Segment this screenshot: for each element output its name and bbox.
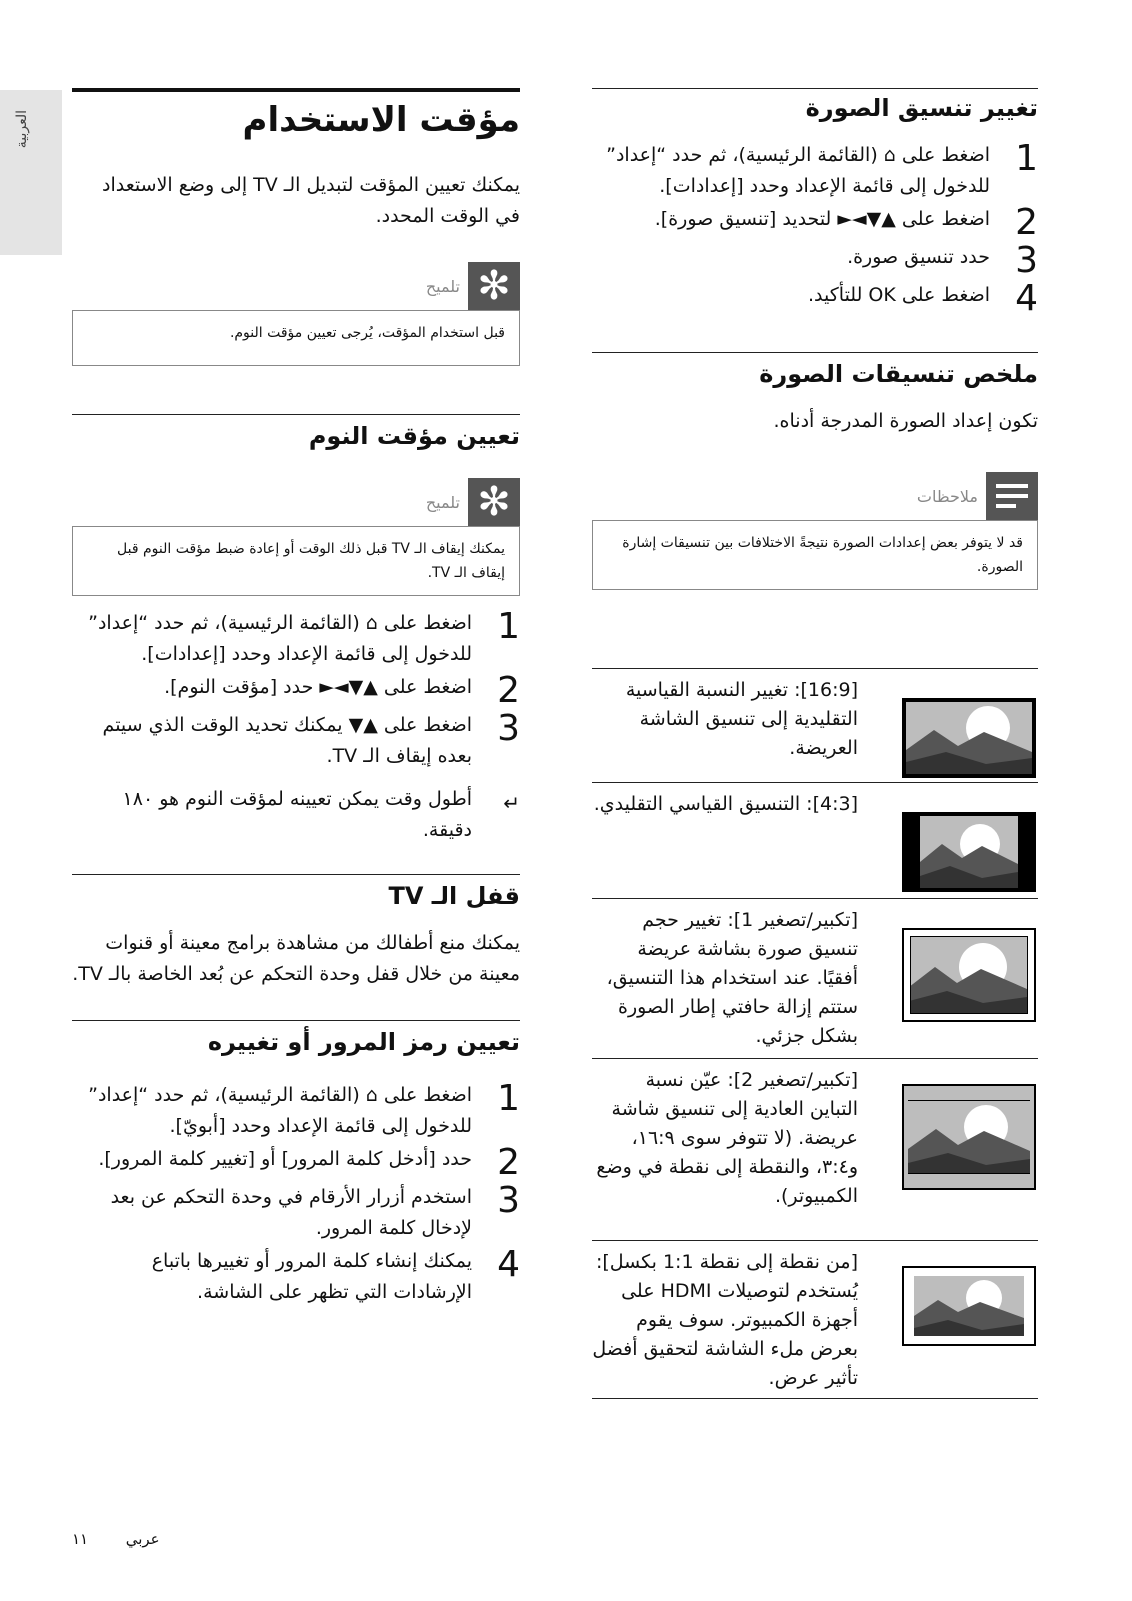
step-text: حدد [أدخل كلمة المرور] أو [تغيير كلمة المرور]. (98, 1148, 472, 1170)
section-title-aspect-summary: ملخص تنسيقات الصورة (759, 360, 1038, 388)
step-text: يمكنك إنشاء كلمة المرور أو تغييرها باتباع الإرشادات التي تظهر على الشاشة. (151, 1250, 472, 1303)
step-text: اضغط على ⌂ (القائمة الرئيسية)، ثم حدد “إعداد” للدخول إلى قائمة الإعداد وحدد [إعدادات]. (88, 612, 472, 665)
divider (72, 874, 520, 875)
divider (72, 88, 520, 92)
timer-text: يمكنك تعيين المؤقت لتبديل الـ TV إلى وضع الاستعداد في الوقت المحدد. (102, 174, 520, 227)
step-item (72, 710, 520, 774)
divider (592, 782, 1038, 783)
section-title-aspect-change: تغيير تنسيق الصورة (805, 94, 1038, 122)
tv-image-zoom-2 (902, 1084, 1036, 1190)
section-title-timer: مؤقت الاستخدام (242, 100, 520, 140)
aspect-summary-text: تكون إعداد الصورة المدرجة أدناه. (773, 410, 1038, 432)
language-tab (0, 90, 62, 255)
step-text: اضغط على ⌂ (القائمة الرئيسية)، ثم حدد “إعداد” للدخول إلى قائمة الإعداد وحدد [أبويّ]. (88, 1084, 472, 1137)
step-number: 1 (497, 1078, 520, 1119)
step-item (592, 280, 1038, 318)
format-text: [4:3]: التنسيق القياسي التقليدي. (593, 793, 858, 815)
tip-box (72, 526, 520, 596)
tip-text: قبل استخدام المؤقت، يُرجى تعيين مؤقت النوم. (229, 325, 505, 341)
tv-image-4-3 (902, 812, 1036, 892)
divider (592, 898, 1038, 899)
step-text: اضغط على ▲▼ يمكنك تحديد الوقت الذي سيتم بعده إيقاف الـ TV. (102, 714, 472, 767)
tv-image-1-1 (902, 1266, 1036, 1346)
step-item (72, 672, 520, 710)
tip-header (72, 478, 520, 526)
step-number: 4 (497, 1244, 520, 1285)
step-text: اضغط على ▲▼◄► لتحديد [تنسيق صورة]. (654, 208, 990, 230)
tv-lock-text: يمكنك منع أطفالك من مشاهدة برامج معينة أو قنوات معينة من خلال قفل وحدة التحكم عن بُعد الخاصة بالـ TV. (72, 932, 520, 985)
step-item (72, 1080, 520, 1144)
format-text: [16:9]: تغيير النسبة القياسية التقليدية إلى تنسيق الشاشة العريضة. (625, 679, 858, 759)
step-item (592, 204, 1038, 242)
divider (592, 352, 1038, 353)
tip-text: يمكنك إيقاف الـ TV قبل ذلك الوقت أو إعادة ضبط مؤقت النوم قبل إيقاف الـ TV. (117, 541, 505, 581)
sleep-timer-steps (72, 608, 520, 774)
step-item (72, 1144, 520, 1182)
step-text: اضغط على ⌂ (القائمة الرئيسية)، ثم حدد “إعداد” للدخول إلى قائمة الإعداد وحدد [إعدادات]. (606, 144, 990, 197)
note-text: قد لا يتوفر بعض إعدادات الصورة نتيجةً الاختلافات بين تنسيقات إشارة الصورة. (622, 535, 1023, 575)
divider (72, 1020, 520, 1021)
tip-box (72, 310, 520, 366)
pin-steps (72, 1080, 520, 1310)
section-title-sleep-timer: تعيين مؤقت النوم (308, 422, 520, 450)
page-number: ١١ (72, 1530, 89, 1548)
page-footer (72, 1530, 160, 1548)
step-number: 2 (1015, 202, 1038, 243)
asterisk-icon: ✻ (468, 478, 520, 526)
tip-header (72, 262, 520, 310)
note-header (592, 472, 1038, 520)
note-icon (986, 472, 1038, 520)
note-box (592, 520, 1038, 590)
language-tab-label: العربية (14, 110, 30, 149)
tv-image-zoom-1 (902, 928, 1036, 1022)
step-number: 1 (497, 606, 520, 647)
tip-label: تلميح (425, 492, 460, 512)
step-number: 3 (497, 1180, 520, 1221)
aspect-change-steps (592, 140, 1038, 318)
hint-text: أطول وقت يمكن تعيينه لمؤقت النوم هو ١٨٠ دقيقة. (122, 788, 472, 841)
step-number: 3 (1015, 240, 1038, 281)
divider (592, 1398, 1038, 1399)
step-text: حدد تنسيق صورة. (847, 246, 990, 268)
step-item (72, 1246, 520, 1310)
divider (592, 88, 1038, 89)
note-label: ملاحظات (916, 486, 978, 506)
step-number: 1 (1015, 138, 1038, 179)
step-item (592, 242, 1038, 280)
format-text: [تكبير/تصغير 2]: عيّن نسبة التباين العادية إلى تنسيق شاشة عريضة. (لا تتوفر سوى ١٦:٩، و٣:٤، والنقطة إلى نقطة في وضع الكمبيوتر). (596, 1069, 858, 1207)
tv-image-16-9 (902, 698, 1036, 778)
asterisk-icon: ✻ (468, 262, 520, 310)
step-number: 4 (1015, 278, 1038, 319)
step-number: 2 (497, 1142, 520, 1183)
section-title-pin: تعيين رمز المرور أو تغييره (207, 1028, 520, 1056)
arrow-icon: ↵ (503, 791, 520, 815)
step-text: اضغط على OK للتأكيد. (807, 284, 990, 306)
format-text: [من نقطة إلى نقطة 1:1 بكسل]: يُستخدم لتوصيلات HDMI على أجهزة الكمبيوتر. سوف يقوم بعرض ملء الشاشة لتحقيق أفضل تأثير عرض. (592, 1251, 858, 1389)
step-item (72, 1182, 520, 1246)
step-number: 2 (497, 670, 520, 711)
format-text: [تكبير/تصغير 1]: تغيير حجم تنسيق صورة بشاشة عريضة أفقيًا. عند استخدام هذا التنسيق، ستتم إزالة حافتي إطار الصورة بشكل جزئي. (606, 909, 858, 1047)
step-item (592, 140, 1038, 204)
step-item (72, 608, 520, 672)
divider (592, 1240, 1038, 1241)
footer-language: عربي (125, 1530, 160, 1548)
tip-label: تلميح (425, 276, 460, 296)
step-number: 3 (497, 708, 520, 749)
divider (592, 1058, 1038, 1059)
hint-item (72, 784, 520, 846)
section-title-tv-lock: قفل الـ TV (388, 882, 520, 910)
step-text: استخدم أزرار الأرقام في وحدة التحكم عن بعد لإدخال كلمة المرور. (110, 1186, 472, 1239)
step-text: اضغط على ▲▼◄► حدد [مؤقت النوم]. (164, 676, 472, 698)
divider (592, 668, 1038, 669)
divider (72, 414, 520, 415)
